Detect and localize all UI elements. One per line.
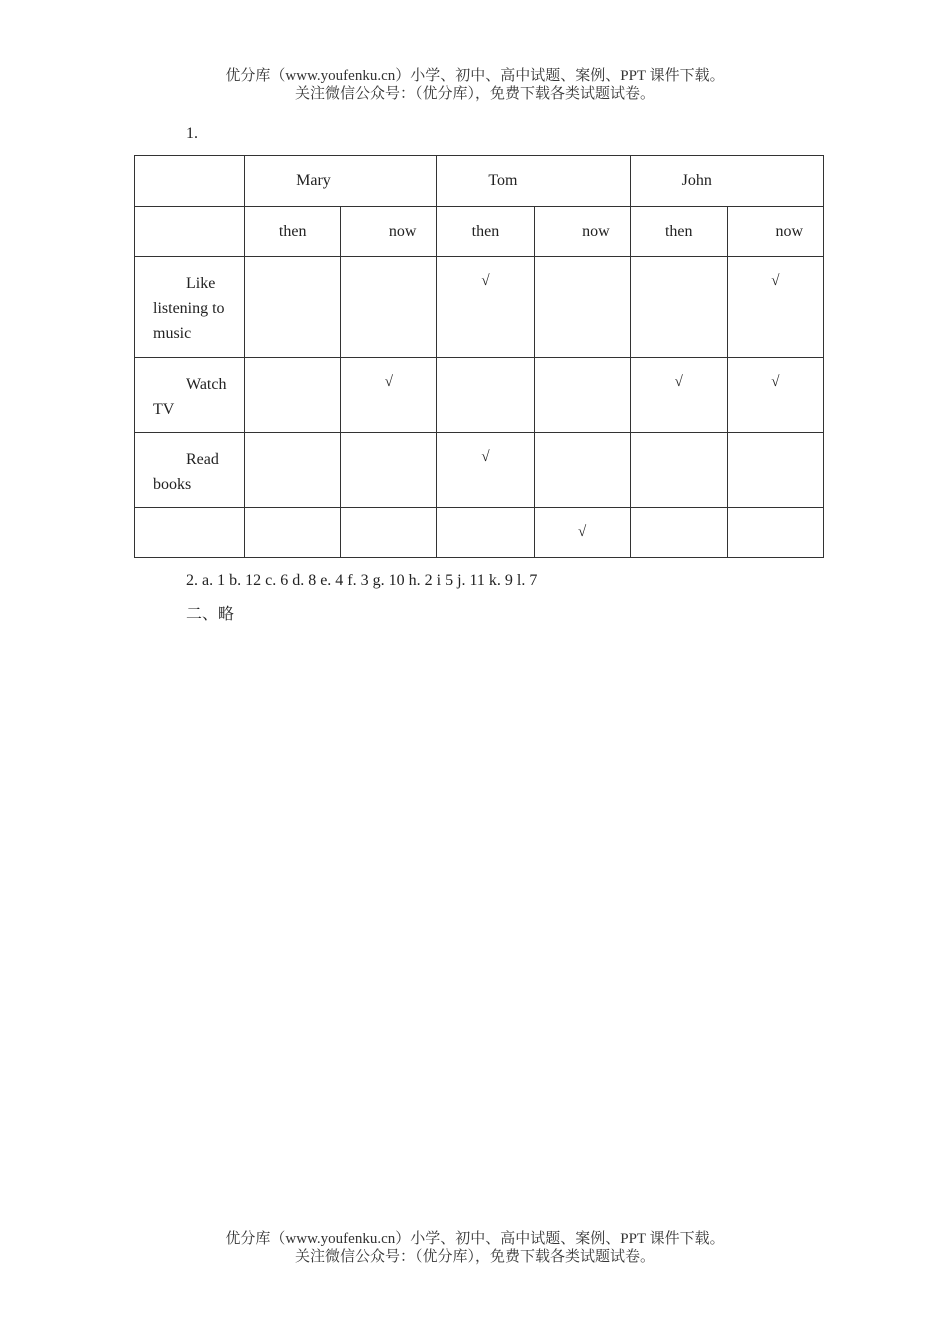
question-1-number: 1. <box>186 125 198 142</box>
person-john: John <box>630 156 823 207</box>
tom-now: now <box>534 207 630 257</box>
tom-then: then <box>437 207 534 257</box>
check-mark: √ <box>437 257 534 358</box>
table-row <box>135 508 824 558</box>
table-row <box>135 358 824 433</box>
check-mark: √ <box>727 257 823 358</box>
table-row <box>135 257 824 358</box>
header-line-2: 关注微信公众号：（优分库），免费下载各类试题试卷。 <box>294 86 655 102</box>
row-label: Like listening to music <box>135 257 245 358</box>
answer-line-3: 二、略 <box>186 606 235 623</box>
mary-then: then <box>245 207 341 257</box>
john-now: now <box>727 207 823 257</box>
person-mary: Mary <box>245 156 437 207</box>
check-mark: √ <box>341 358 437 433</box>
footer-line-2: 关注微信公众号：（优分库），免费下载各类试题试卷。 <box>294 1249 655 1265</box>
check-mark: √ <box>534 508 630 558</box>
corner-cell <box>135 156 245 207</box>
check-mark: √ <box>727 358 823 433</box>
table-subheader-row <box>135 207 824 257</box>
header-line-1: 优分库（www.youfenku.cn）小学、初中、高中试题、案例、PPT 课件下载。 <box>225 68 725 84</box>
footer-line-1: 优分库（www.youfenku.cn）小学、初中、高中试题、案例、PPT 课件下载。 <box>225 1231 725 1247</box>
row-label: Watch TV <box>135 358 245 433</box>
row-label <box>135 508 245 558</box>
person-tom: Tom <box>437 156 630 207</box>
check-mark: √ <box>437 433 534 508</box>
answer-table <box>134 155 824 558</box>
john-then: then <box>630 207 727 257</box>
mary-now: now <box>341 207 437 257</box>
answer-line-2: 2. a. 1 b. 12 c. 6 d. 8 e. 4 f. 3 g. 10 h. 2 i 5 j. 11 k. 9 l. 7 <box>186 572 538 589</box>
row-label: Read books <box>135 433 245 508</box>
page-header <box>0 67 950 103</box>
check-mark: √ <box>630 358 727 433</box>
table-row <box>135 433 824 508</box>
table-header-row <box>135 156 824 207</box>
page-footer <box>0 1230 950 1266</box>
